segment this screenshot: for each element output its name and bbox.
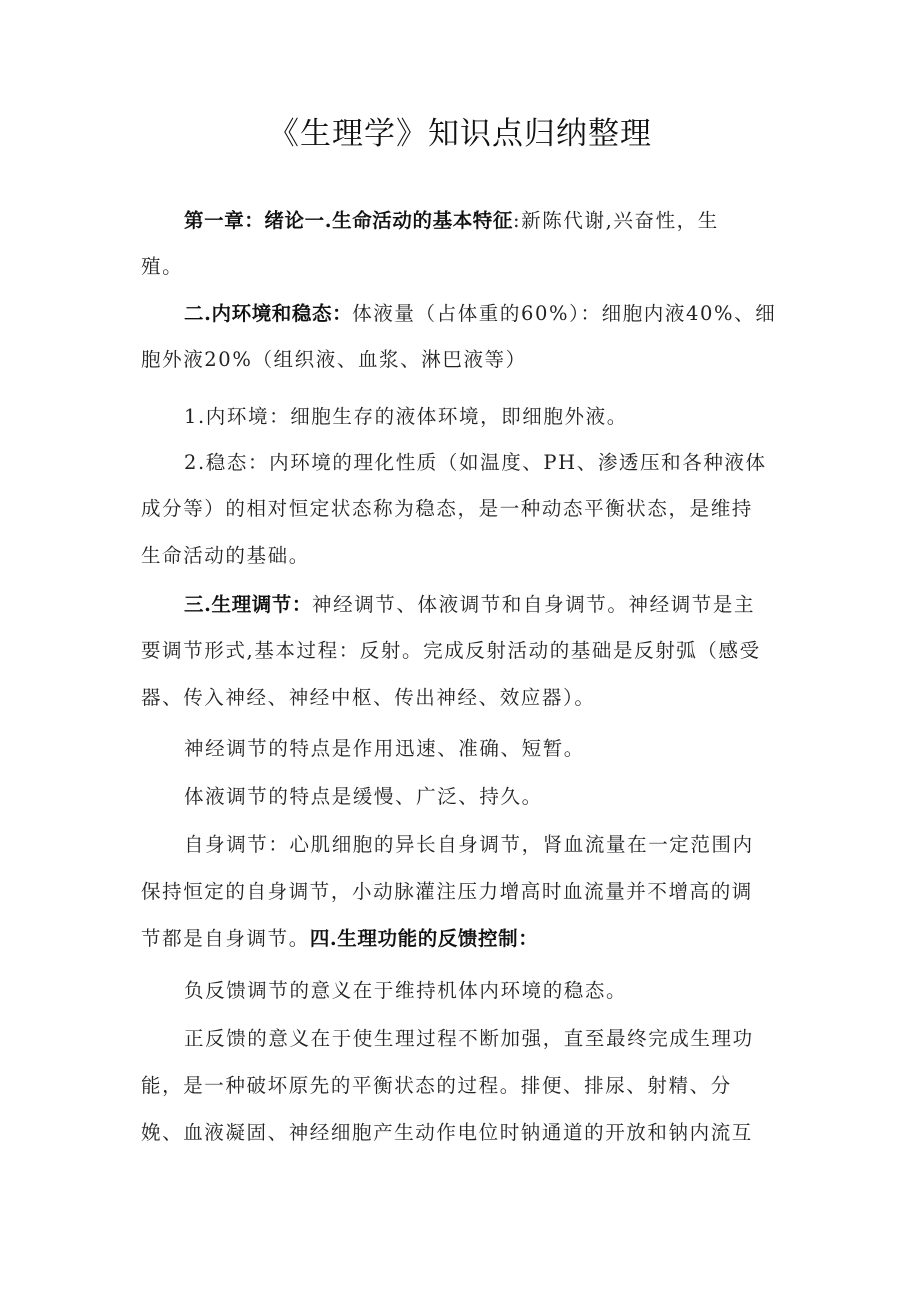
text-line [141, 628, 781, 674]
body-text: 生命活动的基础。 [141, 544, 310, 567]
text-line [141, 916, 781, 962]
text-line [141, 244, 781, 290]
text-line [141, 1110, 781, 1156]
text-line [141, 533, 781, 579]
text-line [184, 198, 784, 244]
body-text: 娩、血液凝固、神经细胞产生动作电位时钠通道的开放和钠内流互 [141, 1121, 753, 1144]
text-line [184, 440, 784, 486]
text-line [184, 291, 784, 337]
body-text: 要调节形式,基本过程：反射。完成反射活动的基础是反射弧（感受 [141, 639, 761, 662]
body-text: 负反馈调节的意义在于维持机体内环境的稳态。 [184, 979, 628, 1002]
body-text: 殖。 [141, 255, 184, 278]
text-line [184, 1016, 784, 1062]
text-line [141, 337, 781, 383]
document-title: 《生理学》知识点归纳整理 [268, 116, 652, 152]
body-text: 成分等）的相对恒定状态称为稳态，是一种动态平衡状态，是维持 [141, 497, 753, 520]
heading-text: 第一章：绪论一.生命活动的基本特征 [184, 209, 513, 232]
text-line [141, 869, 781, 915]
text-line [184, 394, 784, 440]
text-line [141, 1063, 781, 1109]
body-text: 2.稳态：内环境的理化性质（如温度、PH、渗透压和各种液体 [184, 451, 767, 474]
body-text: 神经调节的特点是作用迅速、准确、短暂。 [184, 737, 585, 760]
body-text: 胞外液20%（组织液、血浆、淋巴液等） [141, 348, 527, 371]
body-text: 节都是自身调节。 [141, 927, 310, 950]
heading-text: 三.生理调节： [184, 593, 312, 616]
body-text: 自身调节：心肌细胞的异长自身调节，肾血流量在一定范围内 [184, 833, 754, 856]
body-text: 体液调节的特点是缓慢、广泛、持久。 [184, 785, 543, 808]
text-line [184, 582, 784, 628]
text-line [141, 675, 781, 721]
body-text: 保持恒定的自身调节，小动脉灌注压力增高时血流量并不增高的调 [141, 880, 753, 903]
heading-text: 四.生理功能的反馈控制： [309, 927, 539, 950]
body-text: 器、传入神经、神经中枢、传出神经、效应器）。 [141, 686, 596, 709]
heading-text: 二.内环境和稳态： [184, 302, 353, 325]
text-line [141, 486, 781, 532]
body-text: 神经调节、体液调节和自身调节。神经调节是主 [312, 593, 756, 616]
text-line [184, 968, 784, 1014]
text-line [184, 822, 784, 868]
body-text: 能，是一种破坏原先的平衡状态的过程。排便、排尿、射精、分 [141, 1074, 732, 1097]
body-text: 正反馈的意义在于使生理过程不断加强，直至最终完成生理功 [184, 1027, 754, 1050]
body-text: :新陈代谢,兴奋性，生 [513, 209, 719, 232]
text-line [184, 774, 784, 820]
body-text: 1.内环境：细胞生存的液体环境，即细胞外液。 [184, 405, 628, 428]
text-line [184, 726, 784, 772]
body-text: 体液量（占体重的60%）：细胞内液40%、细 [352, 302, 777, 325]
